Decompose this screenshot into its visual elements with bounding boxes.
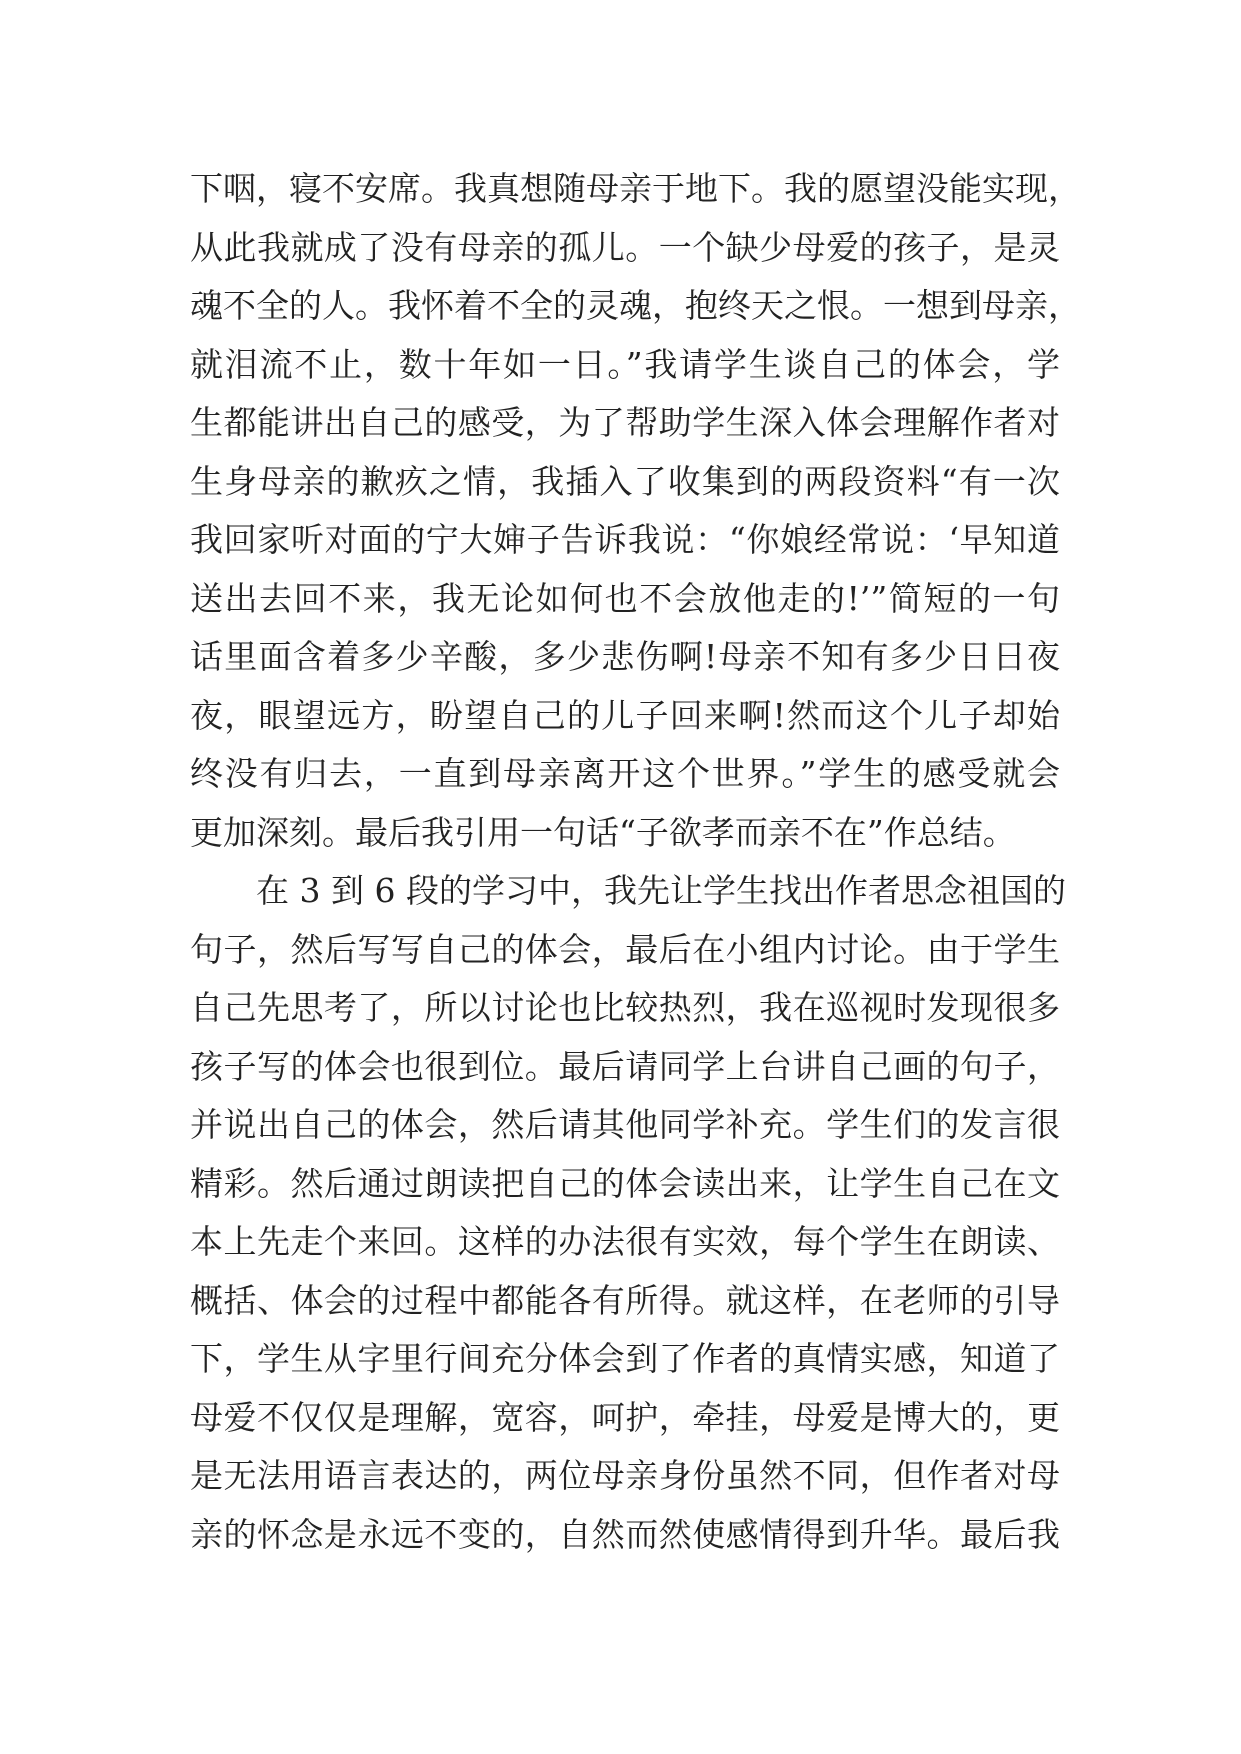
- text-line: 母爱不仅仅是理解，宽容，呵护，牵挂，母爱是博大的，更: [190, 1397, 1060, 1437]
- text-line: 并说出自己的体会，然后请其他同学补充。学生们的发言很: [190, 1105, 1060, 1144]
- paragraph-first-line: 在 3 到 6 段的学习中，我先让学生找出作者思念祖国的: [256, 871, 1066, 910]
- text-line: 更加深刻。最后我引用一句话“子欲孝而亲不在”作总结。: [190, 812, 1016, 852]
- text-line: 魂不全的人。我怀着不全的灵魂，抱终天之恨。一想到母亲，: [190, 286, 1081, 325]
- text-line: 精彩。然后通过朗读把自己的体会读出来，让学生自己在文: [190, 1163, 1060, 1203]
- text-line: 自己先思考了，所以讨论也比较热烈，我在巡视时发现很多: [190, 988, 1060, 1027]
- text-line: 就泪流不止，数十年如一日。”我请学生谈自己的体会，学: [190, 344, 1060, 384]
- text-line: 夜，眼望远方，盼望自己的儿子回来啊!然而这个儿子却始: [190, 695, 1060, 735]
- body-text: [190, 160, 1081, 1564]
- text-line: 我回家听对面的宁大婶子告诉我说：“你娘经常说：‘早知道: [190, 520, 1060, 559]
- text-line: 句子，然后写写自己的体会，最后在小组内讨论。由于学生: [190, 929, 1060, 969]
- text-line: 亲的怀念是永远不变的，自然而然使感情得到升华。最后我: [190, 1514, 1060, 1554]
- text-line: 送出去回不来，我无论如何也不会放他走的!’”简短的一句: [190, 578, 1060, 618]
- text-line: 从此我就成了没有母亲的孤儿。一个缺少母爱的孩子，是灵: [190, 227, 1060, 267]
- text-line: 本上先走个来回。这样的办法很有实效，每个学生在朗读、: [190, 1222, 1060, 1261]
- text-line: 下，学生从字里行间充分体会到了作者的真情实感，知道了: [190, 1339, 1060, 1378]
- text-line: 生身母亲的歉疚之情，我插入了收集到的两段资料“有一次: [190, 461, 1060, 501]
- text-line: 下咽，寝不安席。我真想随母亲于地下。我的愿望没能实现，: [190, 169, 1081, 208]
- text-line: 概括、体会的过程中都能各有所得。就这样，在老师的引导: [190, 1280, 1060, 1320]
- text-line: 生都能讲出自己的感受，为了帮助学生深入体会理解作者对: [190, 403, 1060, 442]
- text-line: 是无法用语言表达的，两位母亲身份虽然不同，但作者对母: [190, 1456, 1060, 1495]
- text-line: 话里面含着多少辛酸，多少悲伤啊!母亲不知有多少日日夜: [190, 637, 1060, 676]
- text-line: 终没有归去，一直到母亲离开这个世界。”学生的感受就会: [190, 754, 1060, 793]
- text-line: 孩子写的体会也很到位。最后请同学上台讲自己画的句子，: [190, 1046, 1060, 1086]
